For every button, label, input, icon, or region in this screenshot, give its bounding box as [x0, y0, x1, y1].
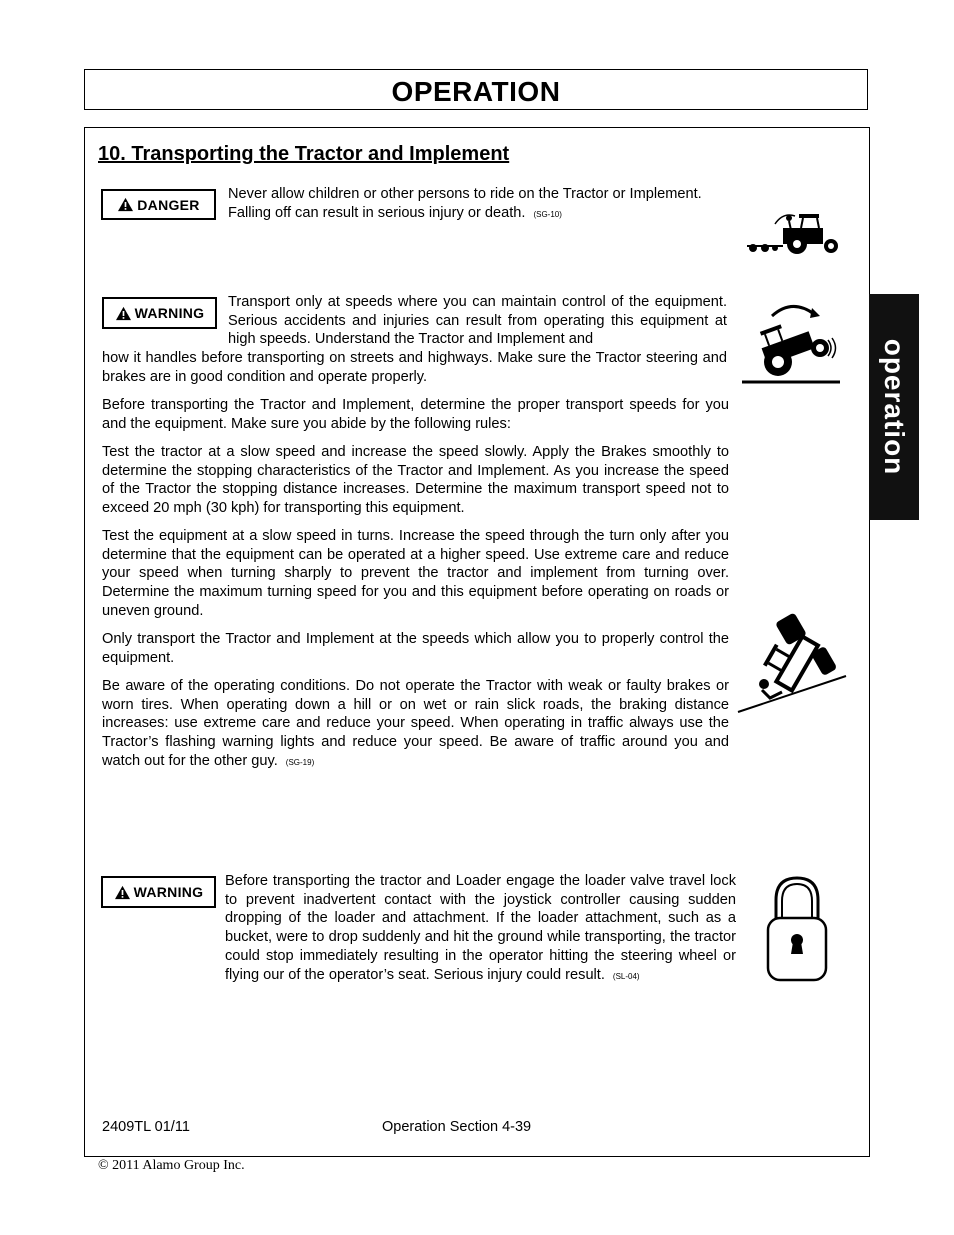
copyright: © 2011 Alamo Group Inc. [98, 1158, 245, 1173]
warning-badge-1-label: WARNING [134, 305, 205, 321]
padlock-icon [766, 874, 828, 984]
tractor-rollover-icon [742, 300, 842, 384]
page-header-title: OPERATION [391, 76, 561, 107]
warning-2-code: (SL-04) [612, 971, 640, 981]
danger-text-block [228, 185, 734, 224]
warning-1-rest: how it handles before transporting on streets and highways. Make sure the Tractor steering and brakes are in good condition and operate properly. [102, 350, 727, 385]
paragraph-5-block [102, 677, 729, 773]
tractor-rider-icon [745, 210, 845, 256]
warning-2-text-block [225, 872, 736, 986]
danger-badge-label: DANGER [137, 196, 200, 213]
warning-2-text: Before transporting the tractor and Loader engage the loader valve travel lock to prevent inadvertent contact with the joystick controller causing sudden dropping of the loader and attachment. If the loader attachment, such as a bucket, were to drop suddenly and hit the ground while transporting, the tractor could stop immediately resulting in the operator hitting the steering wheel or flying our of the operator’s seat. Serious injury could result. [225, 873, 736, 983]
footer-model: 2409TL 01/11 [102, 1119, 190, 1135]
paragraph-4: Only transport the Tractor and Implement at the speeds which allow you to properly control the equipment. [102, 631, 729, 666]
danger-code: (SG-10) [533, 209, 562, 219]
warning-badge-1 [102, 297, 217, 329]
alert-triangle-icon [114, 885, 131, 900]
paragraph-2: Test the tractor at a slow speed and increase the speed slowly. Apply the Brakes smoothly to determine the stopping characteristics of the Tractor and Implement. As you increase the speed of the Tractor the stopping distance increases. Determine the maximum transport speed not to exceed 20 mph (30 kph) for transporting this equipment. [102, 444, 729, 517]
section-title: 10. Transporting the Tractor and Implement [98, 143, 510, 165]
paragraph-3: Test the equipment at a slow speed in turns. Increase the speed through the turn only after you determine that the equipment can be operated at a higher speed. Use extreme care and reduce your speed when turning sharply to prevent the tractor and implement from turning over. Determine the maximum turning speed for you and this equipment before operating on roads or uneven ground. [102, 528, 729, 619]
side-tab [869, 294, 919, 520]
danger-text: Never allow children or other persons to ride on the Tractor or Implement. Falling off can result in serious injury or death. [228, 186, 702, 221]
header-box [84, 69, 868, 110]
danger-badge [101, 189, 216, 220]
warning-badge-2-label: WARNING [133, 884, 204, 900]
paragraph-5: Be aware of the operating conditions. Do not operate the Tractor with weak or faulty brakes or worn tires. When operating down a hill or on wet or rain slick roads, the braking distance increases: use extreme care and reduce your speed. When operating in traffic always use the Tractor’s flashing warning lights and reduce your speed. Be aware of traffic around you and watch out for the other guy. [102, 678, 729, 769]
paragraph-5-code: (SG-19) [285, 757, 315, 767]
footer-page: Operation Section 4-39 [382, 1119, 532, 1135]
warning-1-lead: Transport only at speeds where you can maintain control of the equipment. Serious accidents and injuries can result from operating this equipment at high speeds. Understand the Tractor and Implement and [228, 294, 727, 348]
tractor-slope-icon [736, 612, 848, 716]
paragraph-1: Before transporting the Tractor and Implement, determine the proper transport speeds for you and the equipment. Make sure you abide by the following rules: [102, 397, 729, 432]
alert-triangle-icon [115, 306, 132, 321]
alert-triangle-icon [117, 197, 134, 212]
warning-badge-2 [101, 876, 216, 908]
side-tab-label: operation [879, 338, 910, 476]
